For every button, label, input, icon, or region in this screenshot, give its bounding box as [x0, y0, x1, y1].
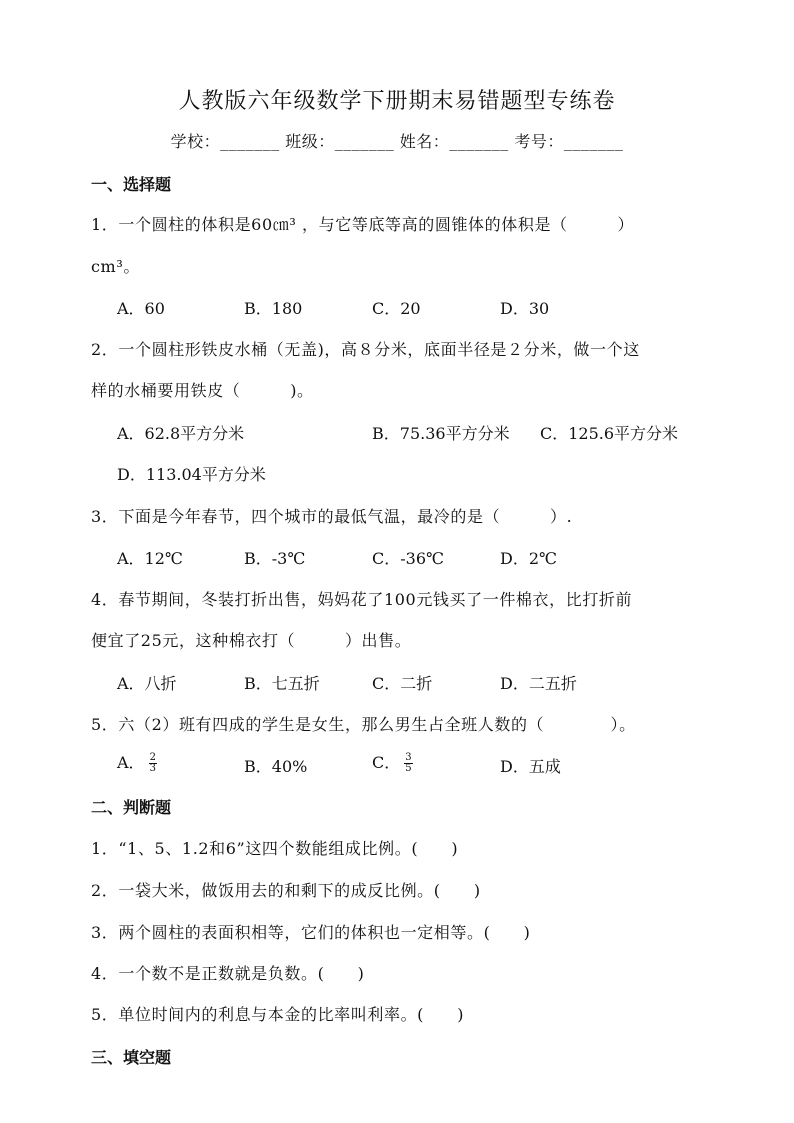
question-2-option-d: D．113.04平方分米	[117, 465, 266, 484]
judge-item-5: 5．单位时间内的利息与本金的比率叫利率。( )	[91, 1005, 465, 1024]
fraction-two-thirds	[149, 753, 157, 774]
question-4-option-a: A．八折	[117, 674, 177, 693]
question-4-line-2: 便宜了25元，这种棉衣打（ ）出售。	[91, 631, 412, 650]
fraction-numerator: 2	[149, 752, 156, 763]
judge-item-1: 1．“1、5、1.2和6”这四个数能组成比例。( )	[91, 839, 459, 858]
question-1-option-b: B．180	[244, 299, 303, 318]
question-1-line-1: 1．一个圆柱的体积是60㎝³ ，与它等底等高的圆锥体的体积是（ ）	[91, 215, 635, 234]
judge-item-2: 2．一袋大米，做饭用去的和剩下的成反比例。( )	[91, 881, 481, 900]
question-4-option-c: C．二折	[372, 674, 433, 693]
question-4-line-1: 4．春节期间，冬装打折出售，妈妈花了100元钱买了一件棉衣，比打折前	[91, 590, 633, 609]
question-3-option-b: B．-3℃	[244, 549, 306, 568]
question-1-option-a: A．60	[117, 299, 165, 318]
question-4-option-b: B．七五折	[244, 674, 320, 693]
question-4-option-d: D．二五折	[500, 674, 577, 693]
question-3-option-a: A．12℃	[117, 549, 183, 568]
fraction-three-fifths	[404, 753, 412, 774]
question-1-line-2: cm³。	[91, 257, 140, 276]
fraction-denominator: 5	[405, 763, 412, 774]
question-5-option-a	[117, 750, 157, 774]
question-2-option-c: C．125.6平方分米	[540, 424, 679, 443]
judge-item-4: 4．一个数不是正数就是负数。( )	[91, 964, 365, 983]
question-5-option-b: B．40%	[244, 757, 308, 776]
question-5-option-d: D．五成	[500, 757, 561, 776]
question-5-option-c	[372, 750, 413, 774]
question-3-line-1: 3．下面是今年春节，四个城市的最低气温，最冷的是（ ）.	[91, 507, 573, 526]
question-2-line-2: 样的水桶要用铁皮（ )。	[91, 381, 314, 400]
judge-item-3: 3．两个圆柱的表面积相等，它们的体积也一定相等。( )	[91, 923, 531, 942]
page-title: 人教版六年级数学下册期末易错题型专练卷	[178, 89, 616, 114]
question-1-option-c: C．20	[372, 299, 421, 318]
question-2-option-a: A．62.8平方分米	[117, 424, 245, 443]
question-5-line-1: 5．六（2）班有四成的学生是女生，那么男生占全班人数的（ ）。	[91, 715, 636, 734]
fraction-numerator: 3	[405, 752, 412, 763]
question-2-option-b: B．75.36平方分米	[372, 424, 510, 443]
question-5-option-c-label: C．	[372, 753, 401, 772]
section-heading-judge: 二、判断题	[91, 798, 172, 817]
fraction-denominator: 3	[149, 763, 156, 774]
section-heading-fill: 三、填空题	[91, 1048, 172, 1067]
student-info-line: 学校：_______ 班级：_______ 姓名：_______ 考号：_______	[170, 132, 624, 151]
section-heading-choice: 一、选择题	[91, 175, 172, 194]
question-3-option-c: C．-36℃	[372, 549, 444, 568]
question-5-option-a-label: A．	[117, 753, 145, 772]
question-2-line-1: 2．一个圆柱形铁皮水桶（无盖)，高８分米，底面半径是２分米，做一个这	[91, 340, 640, 359]
question-1-option-d: D．30	[500, 299, 550, 318]
question-3-option-d: D．2℃	[500, 549, 557, 568]
